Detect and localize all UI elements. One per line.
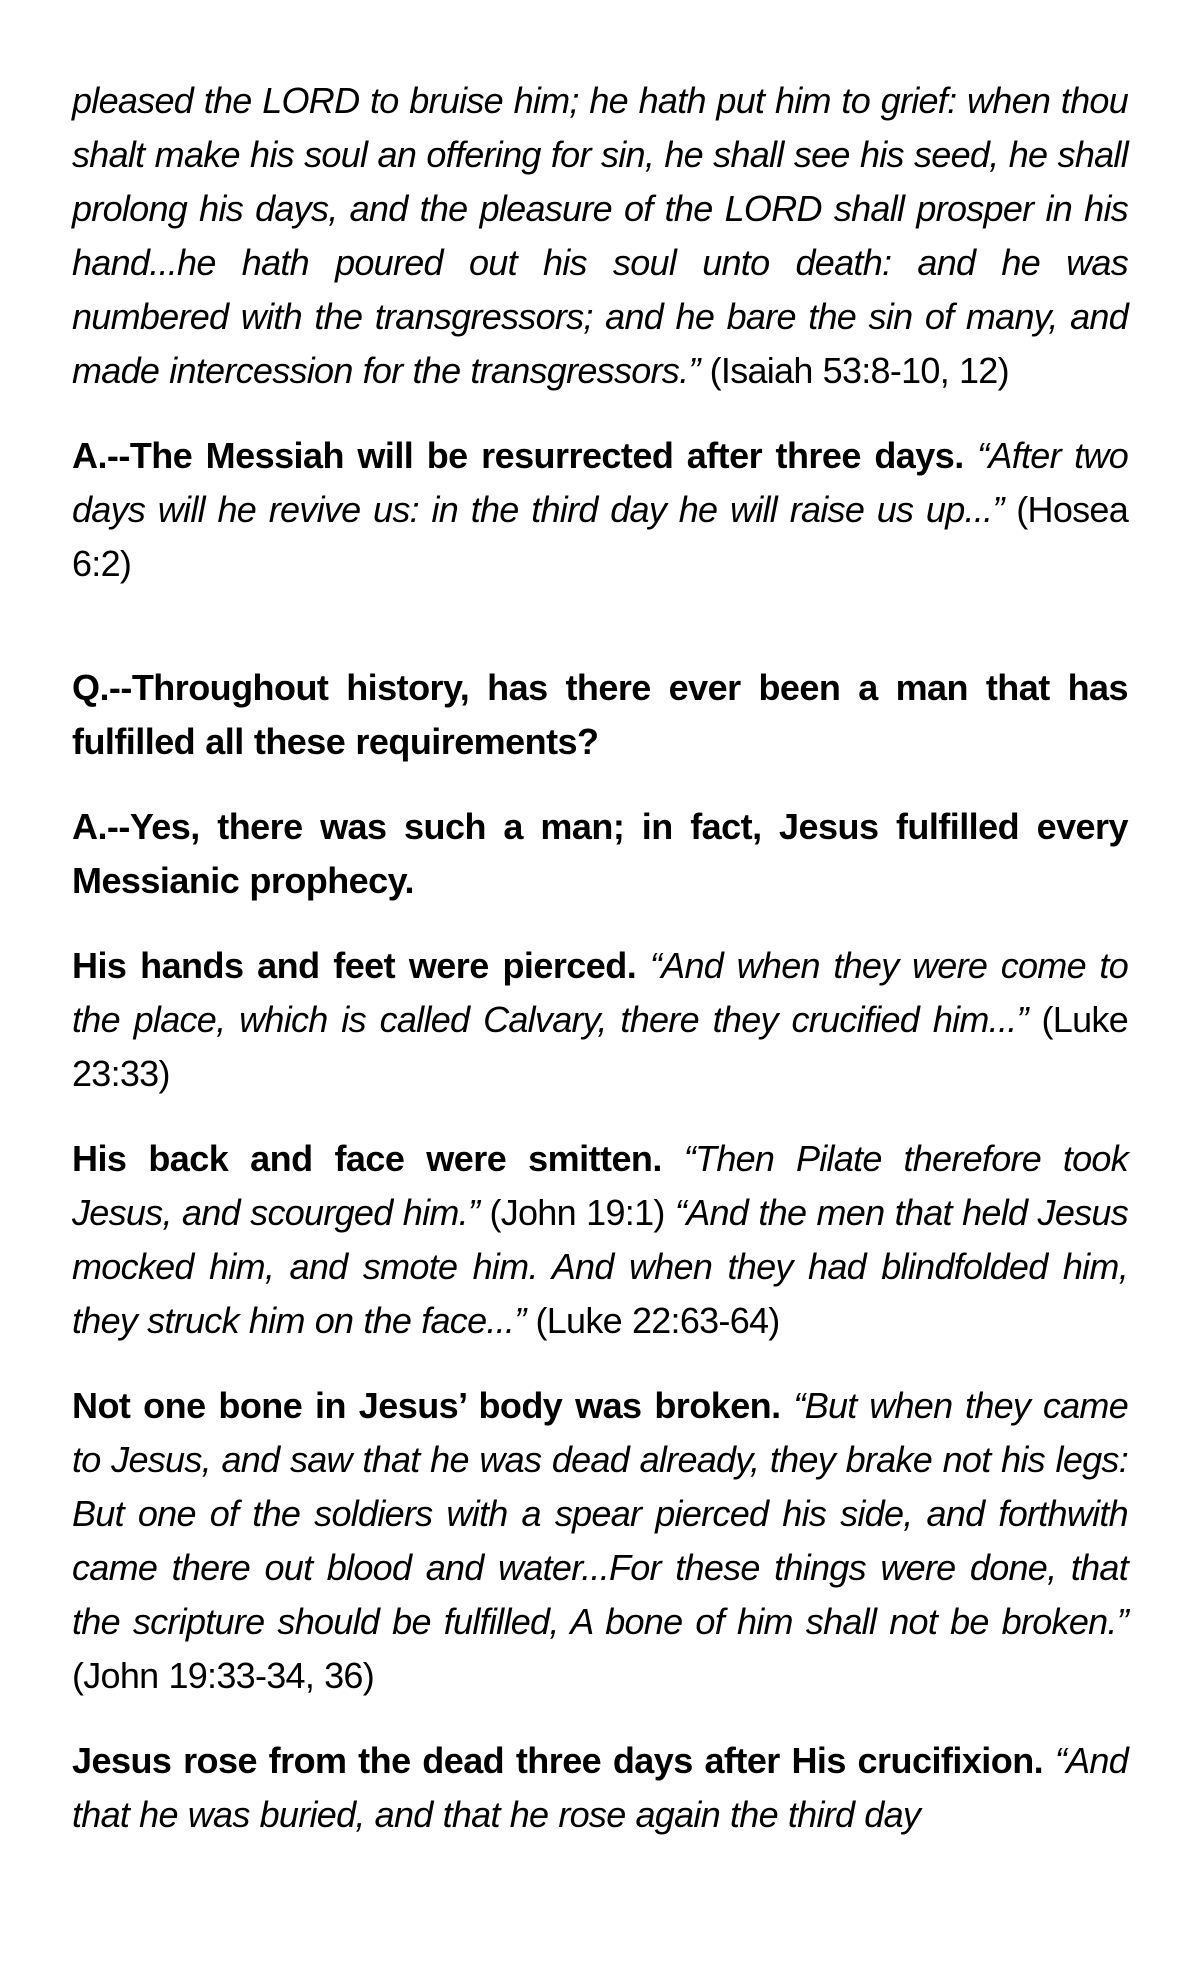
text-segment-bold: A.--Yes, there was such a man; in fact, Jesus fulfilled every Messianic prophecy. [72,806,1128,901]
text-segment-italic: pleased the LORD to bruise him; he hath put him to grief: when thou shalt make his soul an offering for sin, he shall see his seed, he shall prolong his days, and the pleasure of the LORD shall prosper in his hand...he hath poured out his soul unto death: and he was numbered with the transgressors; and he bare the sin of many, and made intercession for the transgressors.” [72,80,1128,391]
text-segment-bold: Q.--Throughout history, has there ever been a man that has fulfilled all these requirements? [72,667,1128,762]
text-segment-italic: “And when they were come to the place, which is called Calvary, there they crucified him...” [72,945,1128,1040]
text-segment-regular: (John 19:1) [479,1192,675,1233]
text-segment-regular: (Hosea 6:2) [72,489,1129,584]
text-segment-regular: (John 19:33-34, 36) [72,1655,374,1696]
page-content [72,74,1128,1842]
paragraph [72,429,1128,591]
paragraph [72,939,1128,1101]
text-segment-italic: “After two days will he revive us: in the third day he will raise us up...” [72,435,1128,530]
text-segment-regular: (Isaiah 53:8-10, 12) [699,350,1009,391]
paragraph [72,1132,1128,1348]
text-segment-italic: “Then Pilate therefore took Jesus, and scourged him.” [72,1138,1128,1233]
text-segment-italic: “But when they came to Jesus, and saw that he was dead already, they brake not his legs: But one of the soldiers with a spear pierced his side, and forthwith came there out blood and water...For these things were done, that the scripture should be fulfilled, A bone of him shall not be broken.” [72,1385,1128,1642]
paragraph [72,800,1128,908]
text-segment-bold: His hands and feet were pierced. [72,945,650,986]
paragraph [72,1379,1128,1703]
paragraph [72,74,1128,398]
text-segment-regular: (Luke 23:33) [72,999,1128,1094]
text-segment-bold: A.--The Messiah will be resurrected after three days. [72,435,978,476]
text-segment-regular: (Luke 22:63-64) [525,1300,780,1341]
text-segment-bold: Jesus rose from the dead three days after His crucifixion. [72,1740,1055,1781]
text-segment-bold: His back and face were smitten. [72,1138,684,1179]
text-segment-italic: “And the men that held Jesus mocked him, and smote him. And when they had blindfolded him, they struck him on the face...” [72,1192,1128,1341]
paragraph [72,661,1128,769]
text-segment-italic: “And that he was buried, and that he rose again the third day [72,1740,1128,1835]
text-segment-bold: Not one bone in Jesus’ body was broken. [72,1385,794,1426]
paragraph [72,1734,1128,1842]
